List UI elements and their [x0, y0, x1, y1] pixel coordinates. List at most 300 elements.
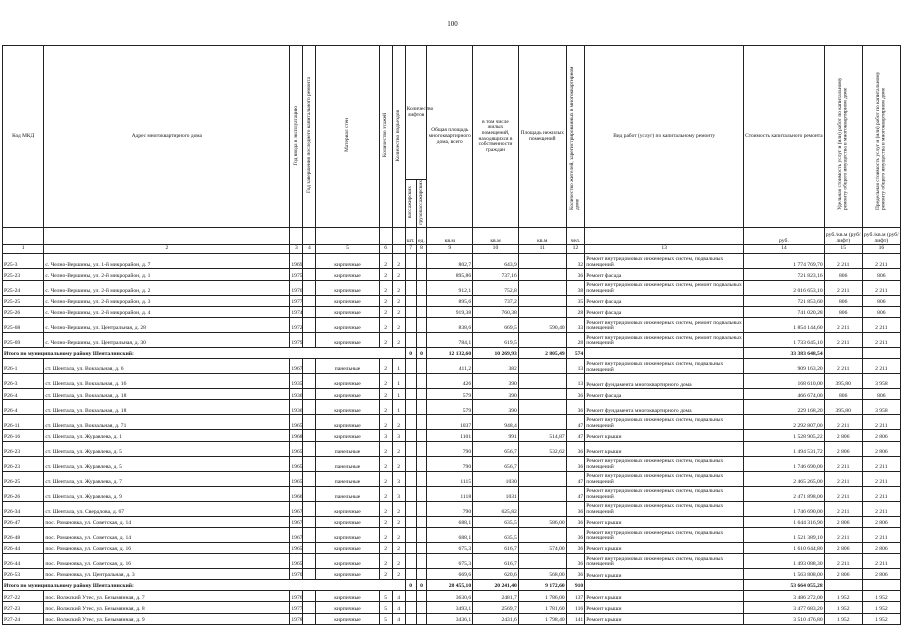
cell-work: Ремонт внутридомовых инженерных систем, подвальных помещений — [585, 486, 744, 501]
cell-mat: панельные — [316, 441, 379, 456]
subtotal-l1: 0 — [405, 347, 416, 358]
table-cell — [303, 374, 316, 389]
cell-cost: 1 494 531,72 — [744, 441, 825, 456]
table-cell — [303, 359, 316, 374]
cell-mc: 806 — [862, 295, 900, 306]
cell-people: 13 — [566, 374, 585, 389]
cell-ent: 3 — [392, 486, 405, 501]
cell-l2 — [416, 400, 427, 415]
cell-area: 802,7 — [427, 254, 473, 269]
cell-people: 28 — [566, 306, 585, 317]
cell-mat: кирпичные — [316, 374, 379, 389]
cell-l2 — [416, 542, 427, 553]
cell-area: 790 — [427, 441, 473, 456]
cell-year: 1977 — [290, 295, 303, 306]
table-cell — [303, 471, 316, 486]
cell-addr: пос. Волжский Утес, ул. Безымянная, д. 8 — [44, 602, 290, 613]
cell-nonres — [518, 280, 566, 295]
cell-l2 — [416, 591, 427, 602]
cell-people: 35 — [566, 295, 585, 306]
cell-nonres: 1 798,40 — [518, 613, 566, 624]
cell-l2 — [416, 553, 427, 568]
cell-work: Ремонт внутридомовых инженерных систем, подвальных помещений — [585, 456, 744, 471]
cell-fl: 2 — [379, 400, 392, 415]
cell-mc: 3 958 — [862, 374, 900, 389]
cell-addr: ст. Шентала, ул. Журавлева, д. 9 — [44, 486, 290, 501]
cell-uc: 2 211 — [824, 471, 862, 486]
table-row — [3, 456, 901, 471]
cell-nonres: 1 781,60 — [518, 602, 566, 613]
cell-l1 — [405, 613, 416, 624]
cell-uc: 806 — [824, 389, 862, 400]
cell-work: Ремонт фасада — [585, 389, 744, 400]
header-repair-type: Вид работ (услуг) по капитальному ремонту — [585, 46, 744, 228]
cell-nonres — [518, 527, 566, 542]
cell-res: 635,5 — [473, 527, 519, 542]
subtotal-people: 910 — [566, 580, 585, 591]
cell-code: P25-69 — [3, 332, 44, 347]
cell-fl: 2 — [379, 374, 392, 389]
column-number: 4 — [303, 245, 316, 254]
cell-code: P26-44 — [3, 553, 44, 568]
cell-fl: 2 — [379, 441, 392, 456]
table-cell — [303, 389, 316, 400]
cell-year: 1936 — [290, 389, 303, 400]
cell-ent: 2 — [392, 317, 405, 332]
subtotal-area: 12 132,60 — [427, 347, 473, 358]
cell-ent: 2 — [392, 542, 405, 553]
cell-ent: 2 — [392, 295, 405, 306]
cell-ent: 2 — [392, 254, 405, 269]
cell-area: 688,1 — [427, 516, 473, 527]
cell-cost: 3 510 476,80 — [744, 613, 825, 624]
cell-nonres — [518, 553, 566, 568]
header-total-area: Общая площадь многоквартирного дома, всего — [427, 46, 473, 228]
cell-mat: панельные — [316, 486, 379, 501]
cell-cost: 2 292 807,00 — [744, 415, 825, 430]
cell-addr: ст. Шентала, ул. Свердлова, д. 67 — [44, 501, 290, 516]
column-number: 3 — [290, 245, 303, 254]
header-year-commission: Год ввода в эксплуатацию — [292, 105, 299, 166]
cell-year: 1970 — [290, 568, 303, 579]
cell-people: 36 — [566, 400, 585, 415]
table-cell — [824, 347, 862, 358]
cell-addr: ст. Шентала, ул. Журавлева, д. 1 — [44, 430, 290, 441]
cell-fl: 2 — [379, 456, 392, 471]
header-row — [3, 46, 901, 180]
table-row — [3, 542, 901, 553]
cell-work: Ремонт внутридомовых инженерных систем, подвальных помещений — [585, 527, 744, 542]
cell-cost: 721 823,16 — [744, 269, 825, 280]
cell-work: Ремонт фундамента многоквартирного дома — [585, 400, 744, 415]
cell-l1 — [405, 441, 416, 456]
column-number — [392, 245, 405, 254]
cell-l2 — [416, 471, 427, 486]
cell-fl: 2 — [379, 527, 392, 542]
cell-nonres — [518, 501, 566, 516]
cell-ent: 1 — [392, 374, 405, 389]
subtotal-label: Итого по муниципальному району Шенталинский: — [3, 347, 406, 358]
header-cost: Стоимость капитального ремонта — [744, 46, 825, 228]
cell-addr: ст. Шентала, ул. Вокзальная, д. 6 — [44, 359, 290, 374]
subtotal-res: 10 269,93 — [473, 347, 519, 358]
cell-l1 — [405, 568, 416, 579]
cell-uc: 2 211 — [824, 415, 862, 430]
cell-code: P26-23 — [3, 456, 44, 471]
table-cell — [303, 456, 316, 471]
cell-mc: 2 806 — [862, 568, 900, 579]
header-code: Код МКД — [3, 46, 44, 228]
cell-uc: 395,80 — [824, 374, 862, 389]
header-year-complete: Год завершения последнего капитального ремонта — [305, 77, 312, 194]
cell-mc: 1 952 — [862, 602, 900, 613]
cell-addr: ст. Шентала, ул. Вокзальная, д. 16 — [44, 374, 290, 389]
cell-code: P26-48 — [3, 527, 44, 542]
cell-people: 47 — [566, 471, 585, 486]
cell-area: 1037 — [427, 415, 473, 430]
cell-nonres — [518, 389, 566, 400]
cell-l1 — [405, 269, 416, 280]
cell-code: P25-3 — [3, 254, 44, 269]
cell-res: 643,9 — [473, 254, 519, 269]
column-number: 2 — [44, 245, 290, 254]
cell-work: Ремонт фундамента многоквартирного дома — [585, 374, 744, 389]
cell-area: 895,6 — [427, 295, 473, 306]
table-row — [3, 359, 901, 374]
column-number: 6 — [379, 245, 392, 254]
cell-code: P26-23 — [3, 441, 44, 456]
cell-l1 — [405, 359, 416, 374]
subtotal-people: 574 — [566, 347, 585, 358]
cell-mat: кирпичные — [316, 430, 379, 441]
cell-l1 — [405, 542, 416, 553]
cell-l2 — [416, 254, 427, 269]
cell-people: 36 — [566, 456, 585, 471]
units-row — [3, 228, 901, 245]
cell-code: P26-4 — [3, 389, 44, 400]
cell-res: 2569,7 — [473, 602, 519, 613]
cell-addr: пос. Романовка, ул. Центральная, д. 3 — [44, 568, 290, 579]
cell-fl: 2 — [379, 254, 392, 269]
cell-year: 1979 — [290, 332, 303, 347]
table-cell — [303, 441, 316, 456]
cell-cost: 3 477 683,20 — [744, 602, 825, 613]
cell-area: 1115 — [427, 471, 473, 486]
cell-l1 — [405, 553, 416, 568]
cell-res: 737,2 — [473, 295, 519, 306]
cell-uc: 2 806 — [824, 516, 862, 527]
cell-work: Ремонт фасада — [585, 306, 744, 317]
cell-year: 1974 — [290, 306, 303, 317]
cell-l2 — [416, 568, 427, 579]
cell-cost: 1 854 144,60 — [744, 317, 825, 332]
cell-ent: 1 — [392, 389, 405, 400]
cell-l2 — [416, 486, 427, 501]
cell-addr: пос. Романовка, ул. Советская, д. 14 — [44, 527, 290, 542]
cell-l2 — [416, 280, 427, 295]
cell-year: 1967 — [290, 359, 303, 374]
cell-uc: 2 806 — [824, 430, 862, 441]
cell-uc: 1 952 — [824, 613, 862, 624]
cell-addr: пос. Романовка, ул. Советская, д. 16 — [44, 553, 290, 568]
cell-work: Ремонт внутридомовых инженерных систем, ремонт подвальных помещений — [585, 280, 744, 295]
cell-year: 1977 — [290, 602, 303, 613]
cell-uc: 2 806 — [824, 542, 862, 553]
cell-uc: 2 211 — [824, 501, 862, 516]
cell-mat: кирпичные — [316, 602, 379, 613]
cell-cost: 2 471 898,00 — [744, 486, 825, 501]
cell-res: 1030 — [473, 471, 519, 486]
cell-work: Ремонт внутридомовых инженерных систем, ремонт подвальных помещений — [585, 317, 744, 332]
cell-l2 — [416, 430, 427, 441]
cell-cost: 1 644 316,90 — [744, 516, 825, 527]
cell-l1 — [405, 389, 416, 400]
table-cell — [862, 580, 900, 591]
cell-year: 1965 — [290, 542, 303, 553]
unit-sqm: кв.м — [518, 228, 566, 245]
cell-year: 1968 — [290, 430, 303, 441]
cell-nonres — [518, 306, 566, 317]
cell-l1 — [405, 254, 416, 269]
cell-cost: 1 528 905,22 — [744, 430, 825, 441]
cell-mc: 806 — [862, 269, 900, 280]
cell-fl: 5 — [379, 591, 392, 602]
cell-uc: 806 — [824, 295, 862, 306]
cell-people: 36 — [566, 527, 585, 542]
cell-mat: кирпичные — [316, 269, 379, 280]
cell-res: 616,7 — [473, 542, 519, 553]
cell-mc: 806 — [862, 389, 900, 400]
cell-people: 33 — [566, 317, 585, 332]
cell-fl: 2 — [379, 516, 392, 527]
table-cell — [303, 568, 316, 579]
cell-people: 32 — [566, 254, 585, 269]
cell-mc: 806 — [862, 306, 900, 317]
cell-ent: 2 — [392, 280, 405, 295]
cell-res: 390 — [473, 400, 519, 415]
cell-fl: 2 — [379, 501, 392, 516]
table-cell — [303, 400, 316, 415]
cell-res: 635,5 — [473, 516, 519, 527]
table-row — [3, 501, 901, 516]
cell-year: 1966 — [290, 486, 303, 501]
cell-nonres — [518, 332, 566, 347]
cell-work: Ремонт крыши — [585, 613, 744, 624]
cell-people: 36 — [566, 269, 585, 280]
cell-fl: 2 — [379, 269, 392, 280]
table-row — [3, 486, 901, 501]
cell-area: 1118 — [427, 486, 473, 501]
cell-nonres: 568,00 — [518, 568, 566, 579]
cell-cost: 1 733 645,10 — [744, 332, 825, 347]
cell-work: Ремонт внутридомовых инженерных систем, подвальных помещений — [585, 553, 744, 568]
cell-code: P26-53 — [3, 568, 44, 579]
unit-rub-sqm: руб./кв.м (руб/лифт) — [862, 228, 900, 245]
cell-work: Ремонт крыши — [585, 542, 744, 553]
cell-ent: 2 — [392, 568, 405, 579]
header-elevators: Количество лифтов — [405, 46, 427, 180]
cell-res: 656,7 — [473, 441, 519, 456]
cell-l1 — [405, 306, 416, 317]
unit-rub: руб. — [744, 228, 825, 245]
cell-mc: 2 806 — [862, 430, 900, 441]
cell-mc: 2 211 — [862, 527, 900, 542]
cell-mc: 2 211 — [862, 332, 900, 347]
cell-l2 — [416, 415, 427, 430]
cell-mc: 2 211 — [862, 471, 900, 486]
unit-rub-sqm: руб./кв.м (руб/лифт) — [824, 228, 862, 245]
cell-work: Ремонт внутридомовых инженерных систем, подвальных помещений — [585, 415, 744, 430]
table-cell — [303, 317, 316, 332]
cell-l1 — [405, 501, 416, 516]
cell-area: 675,3 — [427, 553, 473, 568]
cell-l2 — [416, 456, 427, 471]
cell-mc: 3 958 — [862, 400, 900, 415]
cell-people: 36 — [566, 542, 585, 553]
cell-ent: 4 — [392, 591, 405, 602]
cell-people: 141 — [566, 613, 585, 624]
column-number: 10 — [473, 245, 519, 254]
table-row — [3, 613, 901, 624]
cell-mat: кирпичные — [316, 516, 379, 527]
cell-uc: 2 806 — [824, 441, 862, 456]
cell-l2 — [416, 613, 427, 624]
cell-people: 28 — [566, 332, 585, 347]
cell-cost: 466 674,00 — [744, 389, 825, 400]
cell-mat: кирпичные — [316, 542, 379, 553]
table-row — [3, 400, 901, 415]
cell-area: 675,3 — [427, 542, 473, 553]
cell-fl: 2 — [379, 471, 392, 486]
table-cell — [303, 613, 316, 624]
cell-mc: 2 211 — [862, 254, 900, 269]
cell-ent: 2 — [392, 441, 405, 456]
cell-cost: 3 486 272,00 — [744, 591, 825, 602]
cell-l2 — [416, 527, 427, 542]
table-cell — [303, 430, 316, 441]
table-cell — [303, 415, 316, 430]
cell-mat: кирпичные — [316, 527, 379, 542]
cell-addr: пос. Романовка, ул. Советская, д. 14 — [44, 516, 290, 527]
table-row — [3, 441, 901, 456]
table-row — [3, 254, 901, 269]
cell-people: 47 — [566, 430, 585, 441]
subtotal-l2: 0 — [416, 580, 427, 591]
cell-code: P26-16 — [3, 430, 44, 441]
cell-mat: панельные — [316, 359, 379, 374]
cell-work: Ремонт внутридомовых инженерных систем, подвальных помещений — [585, 254, 744, 269]
column-numbers-row — [3, 245, 901, 254]
cell-year: 1936 — [290, 400, 303, 415]
cell-year: 1975 — [290, 269, 303, 280]
header-wall-material: Материал стен — [343, 118, 350, 153]
cell-work: Ремонт крыши — [585, 591, 744, 602]
cell-year: 1976 — [290, 280, 303, 295]
table-row — [3, 269, 901, 280]
cell-res: 390 — [473, 389, 519, 400]
table-cell — [303, 542, 316, 553]
cell-cost: 2 016 653,10 — [744, 280, 825, 295]
cell-l1 — [405, 516, 416, 527]
cell-work: Ремонт внутридомовых инженерных систем, ремонт подвальных помещений — [585, 332, 744, 347]
table-row — [3, 553, 901, 568]
cell-fl: 2 — [379, 486, 392, 501]
cell-fl: 5 — [379, 613, 392, 624]
table-row — [3, 389, 901, 400]
header-residential-area: в том числе жилых помещений, находящихся в собственности граждан — [473, 46, 519, 228]
table-row — [3, 591, 901, 602]
header-unit-cost: Удельная стоимость услуг и (или) работ по капитальному ремонту общего имущества в многоквартирном доме — [836, 77, 849, 211]
subtotal-row — [3, 580, 901, 591]
cell-work: Ремонт крыши — [585, 441, 744, 456]
cell-mat: кирпичные — [316, 568, 379, 579]
table-cell — [303, 254, 316, 269]
cell-mc: 2 806 — [862, 516, 900, 527]
header-address: Адрес многоквартирного дома — [44, 46, 290, 228]
cell-year: 1972 — [290, 317, 303, 332]
header-elevators-cargo: грузопассажирских — [417, 180, 424, 225]
cell-l1 — [405, 400, 416, 415]
cell-people: 36 — [566, 568, 585, 579]
cell-addr: с. Челно-Вершины, ул. 2-й микрорайон, д. 4 — [44, 306, 290, 317]
cell-nonres: 574,00 — [518, 542, 566, 553]
subtotal-l1: 0 — [405, 580, 416, 591]
cell-addr: с. Челно-Вершины, ул. 1-й микрорайон, д. 7 — [44, 254, 290, 269]
cell-mc: 2 806 — [862, 542, 900, 553]
cell-code: P25-23 — [3, 269, 44, 280]
cell-nonres — [518, 269, 566, 280]
cell-code: P25-26 — [3, 306, 44, 317]
cell-addr: пос. Волжский Утес, ул. Безымянная, д. 7 — [44, 591, 290, 602]
cell-l2 — [416, 359, 427, 374]
cell-addr: с. Челно-Вершины, ул. Центральная, д. 28 — [44, 317, 290, 332]
cell-l1 — [405, 471, 416, 486]
cell-mat: кирпичные — [316, 332, 379, 347]
cell-nonres: 532,62 — [518, 441, 566, 456]
cell-code: P26-34 — [3, 501, 44, 516]
cell-code: P26-11 — [3, 415, 44, 430]
cell-nonres: 590,40 — [518, 317, 566, 332]
header-entrances: Количество подъездов — [394, 109, 401, 162]
subtotal-nonres: 9 172,60 — [518, 580, 566, 591]
cell-people: 137 — [566, 591, 585, 602]
cell-area: 790 — [427, 501, 473, 516]
cell-addr: ст. Шентала, ул. Журавлева, д. 7 — [44, 471, 290, 486]
cell-mat: кирпичные — [316, 613, 379, 624]
header-residents: Количество жителей, зарегистрированных в многоквартирном доме — [568, 66, 581, 211]
cell-cost: 168 610,00 — [744, 374, 825, 389]
cell-l2 — [416, 441, 427, 456]
cell-area: 3493,1 — [427, 602, 473, 613]
cell-l2 — [416, 516, 427, 527]
cell-l1 — [405, 332, 416, 347]
unit-units: ед. — [416, 228, 427, 245]
cell-fl: 2 — [379, 389, 392, 400]
table-cell — [303, 295, 316, 306]
cell-ent: 2 — [392, 553, 405, 568]
cell-code: P25-25 — [3, 295, 44, 306]
cell-nonres — [518, 400, 566, 415]
unit-sqm: кв.м — [473, 228, 519, 245]
cell-res: 669,5 — [473, 317, 519, 332]
cell-area: 895,86 — [427, 269, 473, 280]
cell-nonres — [518, 254, 566, 269]
table-row — [3, 471, 901, 486]
cell-fl: 2 — [379, 542, 392, 553]
cell-mc: 2 211 — [862, 317, 900, 332]
cell-addr: ст. Шентала, ул. Вокзальная, д. 18 — [44, 389, 290, 400]
table-cell — [303, 591, 316, 602]
